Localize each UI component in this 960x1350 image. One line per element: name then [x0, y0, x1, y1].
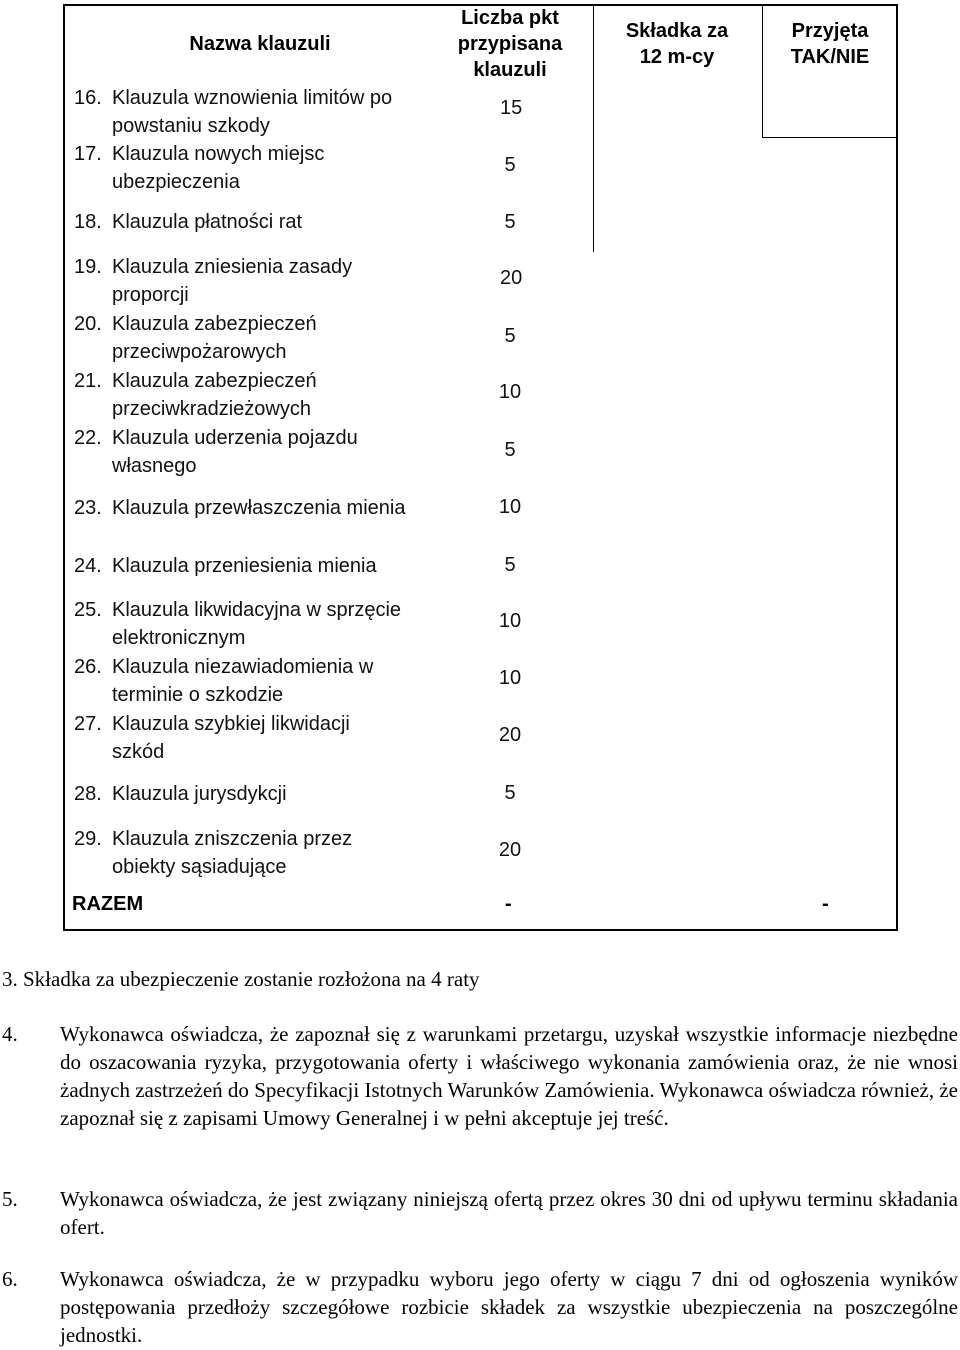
- clause-name-cont: ubezpieczenia: [112, 171, 240, 193]
- table-row: [74, 710, 350, 766]
- row-number: 28.: [74, 783, 102, 805]
- table-row: [74, 84, 392, 140]
- row-number: 29.: [74, 828, 102, 850]
- table-row: [74, 253, 352, 309]
- points-value: 15: [500, 97, 523, 119]
- points-value: 5: [504, 782, 516, 804]
- points-value: 10: [498, 381, 522, 403]
- paragraph-4: [2, 1020, 958, 1132]
- row-number: 21.: [74, 370, 102, 392]
- row-number: 16.: [74, 87, 102, 109]
- points-value: 20: [500, 267, 523, 289]
- clause-name-cont: obiekty sąsiadujące: [112, 856, 287, 878]
- header-accepted-line1: Przyjęta: [791, 20, 869, 42]
- points-value: 5: [504, 325, 516, 347]
- paragraph-5: [2, 1185, 958, 1241]
- table-row: [74, 825, 352, 881]
- row-number: 25.: [74, 599, 102, 621]
- clause-name-cont: proporcji: [112, 284, 189, 306]
- paragraph-3: [2, 967, 480, 992]
- clause-name: Klauzula zniesienia zasady: [112, 256, 353, 278]
- row-number: 23.: [74, 497, 102, 519]
- clause-name-cont: szkód: [112, 741, 165, 763]
- clause-name: Klauzula zabezpieczeń: [112, 313, 317, 335]
- clause-name-cont: przeciwpożarowych: [112, 341, 287, 363]
- header-points-line3: klauzuli: [473, 59, 547, 81]
- clause-name: Klauzula wznowienia limitów po: [112, 87, 393, 109]
- paragraph-number: 4.: [2, 1022, 18, 1046]
- points-value: 10: [498, 610, 522, 632]
- header-premium-line1: Składka za: [625, 20, 729, 42]
- clause-name: Klauzula likwidacyjna w sprzęcie: [112, 599, 402, 621]
- clause-name: Klauzula przeniesienia mienia: [112, 555, 377, 577]
- table-row: [74, 424, 358, 480]
- clause-name: Klauzula płatności rat: [112, 211, 303, 233]
- paragraph-text: Składka za ubezpieczenie zostanie rozłożona na 4 raty: [23, 967, 480, 991]
- table-row: [74, 780, 287, 808]
- total-accepted: -: [822, 893, 829, 915]
- row-number: 24.: [74, 555, 102, 577]
- points-value: 5: [504, 439, 516, 461]
- points-value: 10: [498, 667, 522, 689]
- header-premium-line2: 12 m-cy: [639, 46, 715, 68]
- points-value: 5: [504, 154, 516, 176]
- table-row: [74, 208, 302, 236]
- clause-name-cont: terminie o szkodzie: [112, 684, 284, 706]
- row-number: 22.: [74, 427, 102, 449]
- header-points-line1: Liczba pkt: [461, 7, 559, 29]
- header-points-line2: przypisana: [457, 33, 563, 55]
- paragraph-number: 5.: [2, 1187, 18, 1211]
- clause-name: Klauzula szybkiej likwidacji: [112, 713, 350, 735]
- header-clause-name: Nazwa klauzuli: [189, 33, 331, 55]
- paragraph-text: Wykonawca oświadcza, że w przypadku wyboru jego oferty w ciągu 7 dni od ogłoszenia wyników postępowania przedłoży szczegółowe rozbicie składek za wszystkie ubezpieczenia na poszczególne jednostki.: [60, 1267, 958, 1347]
- points-value: 5: [504, 554, 516, 576]
- clause-name-cont: powstaniu szkody: [112, 115, 270, 137]
- points-value: 20: [498, 839, 522, 861]
- paragraph-6: [2, 1265, 958, 1349]
- header-accepted: [764, 18, 896, 70]
- clause-name-cont: własnego: [112, 455, 197, 477]
- row-number: 18.: [74, 211, 102, 233]
- header-premium: [596, 18, 758, 70]
- clause-name: Klauzula niezawiadomienia w: [112, 656, 374, 678]
- table-row: [74, 367, 317, 423]
- table-row: [74, 552, 377, 580]
- row-number: 19.: [74, 256, 102, 278]
- points-value: 5: [504, 211, 516, 233]
- table-row: [74, 494, 405, 522]
- paragraph-number: 6.: [2, 1267, 18, 1291]
- table-row: [74, 310, 317, 366]
- table-row: [74, 596, 401, 652]
- clause-name: Klauzula uderzenia pojazdu: [112, 427, 358, 449]
- clause-name: Klauzula zabezpieczeń: [112, 370, 317, 392]
- clause-name: Klauzula jurysdykcji: [112, 783, 287, 805]
- row-number: 17.: [74, 143, 102, 165]
- clause-name: Klauzula przewłaszczenia mienia: [112, 497, 406, 519]
- header-points: [430, 5, 590, 83]
- points-value: 20: [498, 724, 522, 746]
- total-label: RAZEM: [72, 893, 144, 915]
- row-number: 27.: [74, 713, 102, 735]
- points-value: 10: [498, 496, 522, 518]
- clause-name-cont: przeciwkradzieżowych: [112, 398, 311, 420]
- header-accepted-line2: TAK/NIE: [790, 46, 870, 68]
- paragraph-text: Wykonawca oświadcza, że zapoznał się z warunkami przetargu, uzyskał wszystkie informacje niezbędne do oszacowania ryzyka, przygotowania oferty i właściwego wykonania zamówienia oraz, że nie wnosi żadnych zastrzeżeń do Specyfikacji Istotnych Warunków Zamówienia. Wykonawca oświadcza również, że zapoznał się z zapisami Umowy Generalnej i w pełni akceptuje jej treść.: [60, 1022, 958, 1130]
- table-row: [74, 653, 373, 709]
- clause-name: Klauzula zniszczenia przez: [112, 828, 353, 850]
- clause-name: Klauzula nowych miejsc: [112, 143, 325, 165]
- clause-name-cont: elektronicznym: [112, 627, 246, 649]
- paragraph-number: 3.: [2, 967, 18, 991]
- paragraph-text: Wykonawca oświadcza, że jest związany niniejszą ofertą przez okres 30 dni od upływu terminu składania ofert.: [60, 1187, 958, 1239]
- table-row: [74, 140, 324, 196]
- row-number: 26.: [74, 656, 102, 678]
- row-number: 20.: [74, 313, 102, 335]
- total-points: -: [505, 893, 512, 915]
